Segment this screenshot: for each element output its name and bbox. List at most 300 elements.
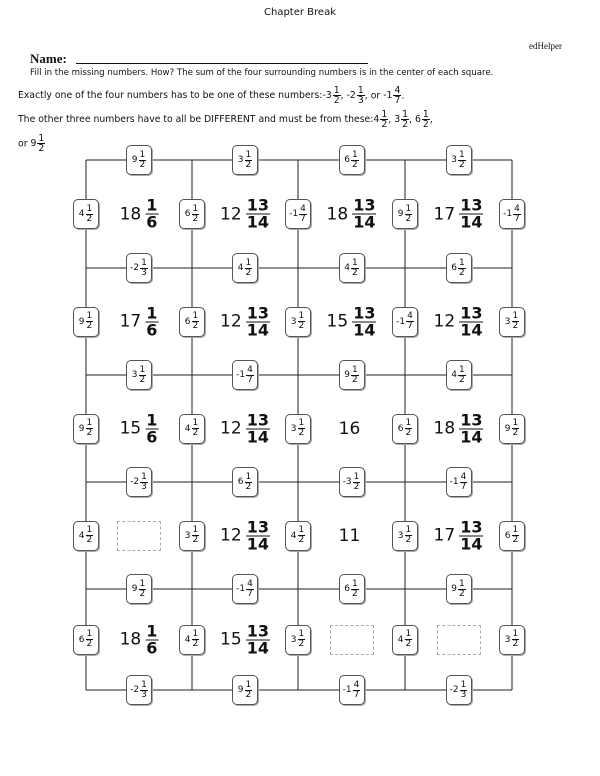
center-sum-value-whole: 12 bbox=[433, 311, 456, 332]
edge-tile-horizontal-value-numerator: 1 bbox=[139, 578, 146, 589]
center-sum-value-fraction bbox=[145, 412, 158, 445]
center-sum-value-fraction bbox=[459, 519, 483, 552]
rule1-options bbox=[322, 86, 404, 106]
edge-tile-horizontal-value-fraction bbox=[140, 473, 148, 492]
edge-tile-vertical bbox=[392, 307, 418, 337]
rule2-option-numerator: 1 bbox=[422, 109, 429, 120]
edge-tile-vertical-value-numerator: 1 bbox=[192, 418, 199, 428]
edge-tile-vertical bbox=[179, 625, 205, 655]
edge-tile-horizontal-value-fraction bbox=[245, 681, 253, 700]
center-sum-value-denominator: 14 bbox=[460, 212, 483, 232]
center-sum-value-fraction bbox=[459, 412, 483, 445]
edge-tile-vertical-value-numerator: 1 bbox=[298, 525, 305, 535]
rule2-text: The other three numbers have to all be DIFFERENT and must be from these: bbox=[18, 114, 374, 126]
edge-tile-vertical-value bbox=[79, 312, 93, 331]
edge-tile-vertical-value bbox=[505, 419, 519, 438]
rule2-option bbox=[394, 110, 409, 130]
edge-tile-vertical-value-denominator: 2 bbox=[192, 213, 199, 224]
edge-tile-vertical-value-numerator: 1 bbox=[405, 525, 412, 535]
center-sum bbox=[120, 412, 159, 445]
center-sum-value-denominator: 14 bbox=[353, 212, 376, 232]
edge-tile-horizontal bbox=[446, 574, 472, 604]
center-sum bbox=[326, 195, 377, 232]
edge-tile-vertical-value-whole: 3 bbox=[290, 423, 297, 434]
edge-tile-vertical-value-whole: 3 bbox=[290, 316, 297, 327]
edge-tile-horizontal-value-denominator: 2 bbox=[352, 374, 358, 385]
center-sum-value-numerator: 1 bbox=[146, 621, 158, 640]
edge-tile-horizontal-value-numerator: 1 bbox=[245, 679, 252, 690]
edge-tile-vertical bbox=[499, 307, 525, 337]
center-sum-value-whole: 11 bbox=[338, 525, 361, 546]
edge-tile-vertical-value bbox=[291, 419, 305, 438]
edge-tile-vertical bbox=[285, 521, 311, 551]
center-sum-value-denominator: 14 bbox=[460, 534, 483, 553]
edge-tile-vertical bbox=[392, 625, 418, 655]
center-sum-value-denominator: 6 bbox=[146, 320, 158, 339]
center-sum bbox=[339, 526, 365, 546]
edge-tile-vertical bbox=[499, 414, 525, 444]
edge-tile-horizontal-value-whole: 3 bbox=[451, 155, 457, 165]
edge-tile-vertical-value-numerator: 1 bbox=[298, 311, 305, 321]
edge-tile-vertical-value-whole: 6 bbox=[504, 530, 511, 541]
edge-tile-horizontal bbox=[339, 574, 365, 604]
edge-tile-horizontal-value-denominator: 2 bbox=[245, 267, 252, 278]
center-sum-value-numerator: 13 bbox=[246, 195, 269, 215]
edge-tile-vertical-value-denominator: 2 bbox=[512, 321, 519, 331]
rule1-option-whole: -2 bbox=[346, 90, 356, 102]
edge-tile-vertical-value-numerator: 1 bbox=[405, 629, 412, 639]
edge-tile-horizontal-value-fraction bbox=[351, 259, 359, 278]
edge-tile-vertical bbox=[285, 414, 311, 444]
edge-tile-vertical-value bbox=[398, 205, 412, 224]
center-sum-value bbox=[120, 623, 159, 656]
edge-tile-horizontal-value-whole: 4 bbox=[237, 263, 244, 273]
edge-tile-horizontal-value-numerator: 1 bbox=[352, 257, 358, 268]
center-sum-value-numerator: 13 bbox=[460, 303, 483, 322]
rule-line-2 bbox=[18, 110, 433, 130]
edge-tile-vertical-value-whole: -1 bbox=[503, 209, 513, 219]
rule1-option-denominator: 3 bbox=[357, 95, 364, 107]
edge-tile-vertical-value bbox=[79, 630, 93, 649]
edge-tile-vertical-value-whole: 6 bbox=[184, 209, 191, 219]
edge-tile-vertical-value bbox=[79, 205, 93, 224]
center-sum bbox=[119, 195, 159, 232]
edge-tile-horizontal-value-whole: -3 bbox=[342, 477, 352, 487]
edge-tile-vertical-value-denominator: 2 bbox=[298, 428, 305, 438]
edge-tile-vertical-value-numerator: 1 bbox=[86, 418, 93, 428]
edge-tile-vertical-value-whole: 3 bbox=[504, 634, 511, 645]
rule1-option-numerator: 4 bbox=[394, 85, 401, 96]
center-sum-value-whole: 18 bbox=[119, 629, 142, 650]
edge-tile-horizontal-value bbox=[132, 151, 146, 170]
edge-tile-horizontal-value-fraction bbox=[460, 473, 468, 492]
edge-tile-vertical-value-fraction bbox=[192, 526, 200, 545]
edge-tile-vertical-value-denominator: 2 bbox=[86, 321, 93, 331]
edge-tile-vertical-value bbox=[185, 526, 199, 545]
edge-tile-horizontal-value-denominator: 2 bbox=[139, 588, 146, 599]
edge-tile-vertical-value bbox=[291, 526, 305, 545]
edge-tile-horizontal-value-numerator: 4 bbox=[247, 364, 253, 375]
rule2-option bbox=[373, 110, 388, 130]
edge-tile-vertical-value-numerator: 1 bbox=[86, 203, 93, 214]
rule1-option bbox=[347, 86, 365, 106]
rule2-option bbox=[415, 110, 430, 130]
or-word: or bbox=[18, 138, 28, 150]
center-sum-value-fraction bbox=[246, 195, 270, 232]
edge-tile-vertical-value-denominator: 2 bbox=[405, 213, 412, 224]
edge-tile-vertical-value bbox=[505, 526, 519, 545]
name-label: Name: bbox=[30, 51, 67, 66]
edge-tile-vertical-value-numerator: 1 bbox=[512, 629, 519, 639]
edge-tile-horizontal-value-whole: 6 bbox=[237, 477, 244, 487]
edge-tile-horizontal-value-denominator: 2 bbox=[459, 588, 465, 599]
rule2-option bbox=[30, 134, 45, 154]
edge-tile-horizontal-value bbox=[451, 259, 465, 278]
name-line[interactable] bbox=[76, 63, 368, 64]
edge-tile-horizontal-value-whole: -1 bbox=[449, 477, 459, 487]
edge-tile-vertical bbox=[285, 199, 311, 229]
edge-tile-horizontal-value-denominator: 7 bbox=[460, 481, 467, 492]
rule2-option-fraction bbox=[37, 134, 45, 154]
center-sum-value-fraction bbox=[246, 412, 270, 445]
center-sum-value bbox=[326, 195, 377, 232]
edge-tile-horizontal-value-whole: 3 bbox=[131, 370, 138, 380]
edge-tile-vertical-value-whole: 9 bbox=[397, 209, 404, 219]
center-sum-value-numerator: 13 bbox=[353, 303, 376, 322]
period: . bbox=[401, 90, 405, 102]
edge-tile-horizontal-value-numerator: 1 bbox=[139, 149, 146, 160]
edge-tile-vertical-value-denominator: 2 bbox=[192, 428, 199, 438]
edge-tile-vertical-value bbox=[503, 205, 521, 224]
edge-tile-vertical-value-fraction bbox=[512, 526, 520, 545]
edge-tile-vertical-value-fraction bbox=[192, 312, 200, 331]
center-sum-value bbox=[434, 305, 484, 338]
edge-tile-horizontal-value-denominator: 2 bbox=[245, 689, 252, 700]
edge-tile-horizontal-value-denominator: 2 bbox=[459, 374, 465, 385]
edge-tile-horizontal-value-numerator: 1 bbox=[459, 149, 465, 160]
center-sum-value-fraction bbox=[352, 195, 376, 232]
edge-tile-vertical-value-fraction bbox=[512, 419, 520, 438]
center-sum-value-whole: 12 bbox=[220, 418, 242, 439]
edge-tile-vertical bbox=[285, 625, 311, 655]
edge-tile-vertical-value-denominator: 2 bbox=[512, 535, 519, 545]
center-sum-value-numerator: 13 bbox=[246, 517, 269, 536]
center-sum-value-whole: 15 bbox=[119, 418, 142, 439]
edge-tile-vertical-value-fraction bbox=[512, 630, 520, 649]
edge-tile-vertical-value-whole: 9 bbox=[78, 423, 85, 434]
center-sum-value-denominator: 14 bbox=[353, 320, 376, 339]
edge-tile-horizontal-value bbox=[238, 151, 252, 170]
rule1-option-numerator: 1 bbox=[333, 85, 340, 96]
edge-tile-vertical-value bbox=[398, 419, 412, 438]
rule-line-1 bbox=[18, 86, 404, 106]
edge-tile-vertical bbox=[179, 414, 205, 444]
edge-tile-horizontal-value-denominator: 2 bbox=[139, 374, 146, 385]
edge-tile-horizontal-value-fraction bbox=[245, 151, 253, 170]
edge-tile-vertical-value-fraction bbox=[405, 630, 413, 649]
edge-tile-vertical-value-denominator: 2 bbox=[298, 321, 305, 331]
edge-tile-horizontal-value-denominator: 2 bbox=[352, 267, 358, 278]
edge-tile-horizontal-value bbox=[450, 473, 468, 492]
rule1-option-whole: -3 bbox=[322, 90, 332, 102]
center-sum bbox=[339, 419, 365, 439]
center-sum-value-whole: 12 bbox=[220, 525, 242, 546]
rule2-option-whole: 3 bbox=[394, 114, 401, 126]
edge-tile-horizontal-value-numerator: 1 bbox=[141, 679, 147, 690]
center-sum-value-fraction bbox=[145, 305, 158, 338]
edge-tile-horizontal-value-numerator: 4 bbox=[460, 471, 467, 482]
center-sum-value bbox=[339, 419, 365, 439]
edge-tile-vertical-value-whole: -1 bbox=[396, 316, 406, 327]
edge-tile-vertical-value bbox=[185, 312, 199, 331]
center-answer-blank[interactable] bbox=[117, 521, 161, 551]
edge-tile-vertical-value-denominator: 2 bbox=[405, 639, 412, 649]
edge-tile-vertical-value-numerator: 1 bbox=[86, 525, 93, 535]
edge-tile-vertical-value-numerator: 1 bbox=[512, 525, 519, 535]
edge-tile-vertical-value bbox=[185, 205, 199, 224]
edge-tile-vertical-value-whole: 9 bbox=[504, 423, 511, 434]
comma: , bbox=[340, 90, 344, 102]
edge-tile-horizontal-value bbox=[132, 366, 146, 385]
rule2-option-denominator: 2 bbox=[402, 119, 409, 131]
center-sum-value-fraction bbox=[246, 519, 270, 552]
edge-tile-vertical-value-fraction bbox=[299, 205, 307, 224]
center-answer-blank[interactable] bbox=[330, 625, 374, 655]
center-sum-value-whole: 16 bbox=[338, 418, 361, 439]
rule2-option-fraction bbox=[401, 110, 409, 130]
edge-tile-horizontal-value-whole: -2 bbox=[130, 685, 140, 695]
edge-tile-horizontal-value-denominator: 2 bbox=[352, 588, 358, 599]
edge-tile-horizontal-value-fraction bbox=[351, 151, 359, 170]
edge-tile-vertical-value-numerator: 1 bbox=[192, 525, 199, 535]
edge-tile-horizontal bbox=[446, 145, 472, 175]
edge-tile-horizontal-value-whole: 6 bbox=[451, 263, 457, 273]
edge-tile-vertical-value-fraction bbox=[512, 312, 520, 331]
edge-tile-vertical-value-whole: 6 bbox=[397, 423, 404, 434]
edge-tile-vertical-value-numerator: 4 bbox=[300, 203, 306, 214]
edge-tile-vertical-value-denominator: 2 bbox=[86, 428, 93, 438]
center-sum-value-denominator: 14 bbox=[246, 320, 269, 339]
edge-tile-vertical-value bbox=[185, 630, 199, 649]
rule2-option-whole: 9 bbox=[30, 138, 37, 150]
edge-tile-horizontal-value-fraction bbox=[351, 366, 359, 385]
edge-tile-horizontal-value-numerator: 4 bbox=[247, 578, 253, 589]
center-sum-value-fraction bbox=[246, 623, 270, 656]
center-sum-value-fraction bbox=[145, 195, 158, 232]
edge-tile-vertical-value-numerator: 1 bbox=[405, 418, 412, 428]
edge-tile-horizontal-value bbox=[344, 151, 358, 170]
edge-tile-vertical-value-denominator: 2 bbox=[192, 639, 199, 649]
edge-tile-vertical bbox=[73, 307, 99, 337]
center-sum-value-whole: 12 bbox=[220, 311, 242, 332]
edge-tile-horizontal-value bbox=[450, 681, 468, 700]
center-sum-value-denominator: 6 bbox=[146, 638, 158, 657]
edge-tile-vertical-value-denominator: 2 bbox=[192, 321, 199, 331]
center-sum bbox=[220, 305, 270, 338]
center-sum-value-whole: 15 bbox=[220, 629, 242, 650]
center-sum-value bbox=[339, 526, 365, 546]
rule1-option-numerator: 1 bbox=[357, 85, 364, 96]
edge-tile-horizontal bbox=[126, 675, 152, 705]
rule-line-3 bbox=[18, 134, 45, 154]
edge-tile-horizontal bbox=[126, 360, 152, 390]
center-sum-value-whole: 18 bbox=[119, 204, 142, 224]
rule1-text: Exactly one of the four numbers has to be one of these numbers: bbox=[18, 90, 323, 102]
edge-tile-horizontal-value-whole: -2 bbox=[130, 477, 140, 487]
edge-tile-horizontal bbox=[446, 467, 472, 497]
center-sum-value-denominator: 14 bbox=[246, 212, 269, 232]
edge-tile-vertical-value-numerator: 4 bbox=[514, 203, 520, 214]
center-sum bbox=[434, 519, 484, 552]
edge-tile-vertical bbox=[392, 414, 418, 444]
edge-tile-horizontal-value bbox=[343, 473, 361, 492]
edge-tile-horizontal-value-numerator: 1 bbox=[141, 257, 147, 268]
edge-tile-horizontal bbox=[126, 467, 152, 497]
edge-tile-horizontal-value bbox=[238, 259, 252, 278]
edge-tile-vertical-value-whole: 6 bbox=[78, 634, 85, 645]
edge-tile-horizontal-value-whole: 6 bbox=[344, 584, 350, 594]
center-sum-value-whole: 12 bbox=[220, 204, 242, 224]
edge-tile-vertical-value-fraction bbox=[86, 630, 94, 649]
edge-tile-horizontal-value-whole: 9 bbox=[131, 155, 138, 165]
edge-tile-vertical-value-denominator: 2 bbox=[86, 639, 93, 649]
edge-tile-vertical-value-fraction bbox=[405, 419, 413, 438]
edge-tile-horizontal-value-fraction bbox=[458, 580, 466, 599]
edge-tile-horizontal-value bbox=[132, 580, 146, 599]
edge-tile-vertical-value-numerator: 1 bbox=[86, 629, 93, 639]
edge-tile-horizontal-value-fraction bbox=[351, 580, 359, 599]
edge-tile-horizontal-value bbox=[130, 473, 148, 492]
edge-tile-horizontal-value-whole: 9 bbox=[344, 370, 350, 380]
rule2-options bbox=[373, 110, 432, 130]
edge-tile-vertical-value-fraction bbox=[513, 205, 521, 224]
edge-tile-horizontal-value bbox=[344, 366, 358, 385]
edge-tile-horizontal-value bbox=[130, 259, 148, 278]
edge-tile-horizontal-value-numerator: 4 bbox=[353, 679, 360, 690]
edge-tile-vertical-value-fraction bbox=[298, 312, 306, 331]
brand-label: edHelper bbox=[529, 41, 562, 51]
edge-tile-horizontal-value bbox=[130, 681, 148, 700]
center-sum-value bbox=[119, 195, 159, 232]
edge-tile-horizontal-value-whole: 9 bbox=[131, 584, 138, 594]
edge-tile-vertical-value bbox=[398, 630, 412, 649]
edge-tile-horizontal-value-denominator: 2 bbox=[139, 159, 146, 170]
edge-tile-vertical-value-fraction bbox=[406, 312, 414, 331]
rule1-option-fraction bbox=[333, 86, 341, 106]
edge-tile-vertical-value-fraction bbox=[192, 419, 200, 438]
edge-tile-horizontal-value bbox=[451, 151, 465, 170]
center-sum-value-fraction bbox=[352, 305, 376, 338]
center-sum-value bbox=[120, 305, 159, 338]
edge-tile-horizontal-value-whole: 9 bbox=[237, 685, 244, 695]
edge-tile-vertical-value-whole: 4 bbox=[78, 530, 85, 541]
edge-tile-horizontal-value-fraction bbox=[139, 151, 147, 170]
edge-tile-horizontal-value bbox=[451, 366, 465, 385]
rule2-option-whole: 4 bbox=[373, 114, 380, 126]
edge-tile-vertical-value-numerator: 1 bbox=[298, 418, 305, 428]
edge-tile-horizontal-value bbox=[236, 580, 254, 599]
center-sum bbox=[433, 195, 484, 232]
edge-tile-horizontal-value-denominator: 2 bbox=[352, 159, 358, 170]
edge-tile-horizontal bbox=[232, 360, 258, 390]
edge-tile-vertical-value-whole: 3 bbox=[290, 634, 297, 645]
edge-tile-vertical-value-whole: -1 bbox=[289, 209, 299, 219]
edge-tile-vertical-value bbox=[79, 526, 93, 545]
edge-tile-horizontal-value-fraction bbox=[246, 366, 254, 385]
center-sum-value bbox=[434, 412, 484, 445]
edge-tile-vertical-value-fraction bbox=[86, 312, 94, 331]
center-sum-value-numerator: 1 bbox=[146, 195, 158, 215]
center-sum-value-whole: 15 bbox=[326, 311, 349, 332]
edge-tile-horizontal-value-denominator: 2 bbox=[245, 481, 252, 492]
edge-tile-vertical bbox=[73, 521, 99, 551]
edge-tile-vertical-value-fraction bbox=[298, 419, 306, 438]
rule2-option-numerator: 1 bbox=[381, 109, 388, 120]
center-sum bbox=[220, 412, 270, 445]
edge-tile-horizontal-value bbox=[344, 259, 358, 278]
edge-tile-horizontal-value-denominator: 2 bbox=[353, 481, 360, 492]
edge-tile-horizontal bbox=[446, 675, 472, 705]
edge-tile-vertical-value bbox=[505, 312, 519, 331]
edge-tile-horizontal bbox=[232, 145, 258, 175]
edge-tile-vertical bbox=[499, 199, 525, 229]
center-sum-value-denominator: 6 bbox=[146, 427, 158, 446]
edge-tile-vertical-value-denominator: 7 bbox=[407, 321, 413, 331]
edge-tile-horizontal-value-denominator: 7 bbox=[247, 374, 253, 385]
edge-tile-vertical-value-denominator: 2 bbox=[192, 535, 199, 545]
edge-tile-vertical-value-fraction bbox=[86, 526, 94, 545]
rule2-option-fraction bbox=[422, 110, 430, 130]
center-sum bbox=[120, 623, 159, 656]
center-sum-value-denominator: 14 bbox=[460, 427, 483, 446]
edge-tile-vertical-value-denominator: 7 bbox=[300, 213, 306, 224]
center-sum bbox=[434, 412, 484, 445]
center-sum-value bbox=[220, 305, 270, 338]
edge-tile-horizontal bbox=[232, 467, 258, 497]
rule2-option-numerator: 1 bbox=[402, 109, 409, 120]
center-sum-value-denominator: 14 bbox=[460, 320, 483, 339]
edge-tile-horizontal-value-fraction bbox=[458, 366, 466, 385]
edge-tile-horizontal-value bbox=[451, 580, 465, 599]
edge-tile-vertical-value-denominator: 2 bbox=[298, 639, 305, 649]
edge-tile-vertical-value bbox=[505, 630, 519, 649]
edge-tile-vertical-value-numerator: 1 bbox=[192, 311, 199, 321]
edge-tile-horizontal-value-whole: -1 bbox=[342, 685, 352, 695]
center-sum-value-numerator: 13 bbox=[353, 195, 376, 215]
edge-tile-horizontal-value-numerator: 1 bbox=[352, 578, 358, 589]
center-answer-blank[interactable] bbox=[437, 625, 481, 655]
edge-tile-horizontal-value-numerator: 1 bbox=[459, 364, 465, 375]
edge-tile-horizontal-value-denominator: 2 bbox=[459, 267, 465, 278]
edge-tile-vertical-value-whole: 4 bbox=[290, 530, 297, 541]
center-sum-value-denominator: 14 bbox=[246, 427, 269, 446]
edge-tile-vertical-value-whole: 3 bbox=[397, 530, 404, 541]
edge-tile-vertical-value-fraction bbox=[86, 419, 94, 438]
edge-tile-vertical-value-numerator: 1 bbox=[405, 203, 412, 214]
edge-tile-vertical-value-denominator: 2 bbox=[86, 213, 93, 224]
edge-tile-vertical-value bbox=[185, 419, 199, 438]
edge-tile-horizontal-value-numerator: 1 bbox=[139, 364, 146, 375]
edge-tile-horizontal-value-whole: 3 bbox=[237, 155, 244, 165]
edge-tile-vertical-value-whole: 4 bbox=[397, 634, 404, 645]
rule3-options bbox=[18, 134, 45, 154]
center-sum-value-whole: 18 bbox=[326, 204, 349, 224]
rule2-option-numerator: 1 bbox=[38, 133, 45, 144]
edge-tile-vertical-value-denominator: 7 bbox=[514, 213, 520, 224]
edge-tile-horizontal-value bbox=[238, 473, 252, 492]
edge-tile-horizontal-value-whole: 6 bbox=[344, 155, 350, 165]
center-sum-value-denominator: 14 bbox=[246, 638, 269, 657]
